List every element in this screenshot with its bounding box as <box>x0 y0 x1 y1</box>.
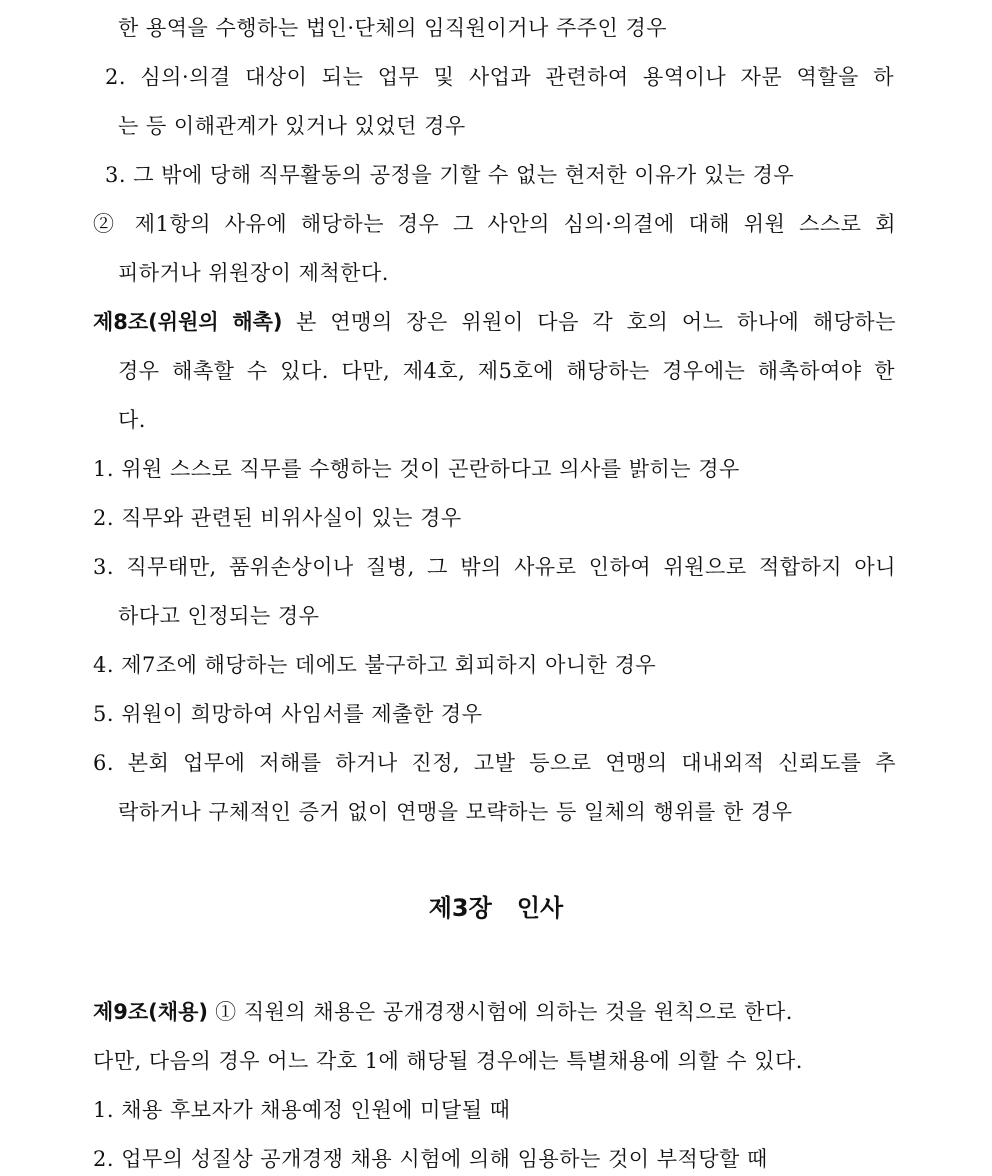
article8-item-6-line2: 락하거나 구체적인 증거 없이 연맹을 모략하는 등 일체의 행위를 한 경우 <box>118 800 793 824</box>
article9-item-1: 1. 채용 후보자가 채용예정 인원에 미달될 때 <box>93 1098 511 1122</box>
article8-item-6-line1: 6. 본회 업무에 저해를 하거나 진정, 고발 등으로 연맹의 대내외적 신뢰도를 추 <box>93 751 896 775</box>
article8-item-3-line1: 3. 직무태만, 품위손상이나 질병, 그 밖의 사유로 인하여 위원으로 적합하지 아니 <box>93 555 896 579</box>
article8-item-2: 2. 직무와 관련된 비위사실이 있는 경우 <box>93 506 462 530</box>
article7-para2-line2: 피하거나 위원장이 제척한다. <box>118 261 389 285</box>
chapter-title: 제3장 인사 <box>428 894 564 922</box>
article7-item1-continued: 한 용역을 수행하는 법인·단체의 임직원이거나 주주인 경우 <box>118 16 668 40</box>
article8-item-4: 4. 제7조에 해당하는 데에도 불구하고 회피하지 아니한 경우 <box>93 653 657 677</box>
article8-intro-line2: 경우 해촉할 수 있다. 다만, 제4호, 제5호에 해당하는 경우에는 해촉하여야 한 <box>118 359 895 383</box>
article8-intro-line1: 본 연맹의 장은 위원이 다음 각 호의 어느 하나에 해당하는 <box>296 310 896 334</box>
article7-item2-line2: 는 등 이해관계가 있거나 있었던 경우 <box>118 114 466 138</box>
article8-item-1: 1. 위원 스스로 직무를 수행하는 것이 곤란하다고 의사를 밝히는 경우 <box>93 457 740 481</box>
article9-para1-continued: 다만, 다음의 경우 어느 각호 1에 해당될 경우에는 특별채용에 의할 수 있다. <box>93 1049 803 1073</box>
article8-first-line <box>93 307 896 337</box>
article8-heading: 제8조(위원의 해촉) <box>93 310 283 334</box>
article8-item-5: 5. 위원이 희망하여 사임서를 제출한 경우 <box>93 702 483 726</box>
article9-heading: 제9조(채용) <box>93 1000 208 1024</box>
article7-item2-line1: 2. 심의·의결 대상이 되는 업무 및 사업과 관련하여 용역이나 자문 역할을 하 <box>105 65 894 89</box>
article7-item3: 3. 그 밖에 당해 직무활동의 공정을 기할 수 없는 현저한 이유가 있는 경우 <box>105 163 795 187</box>
article7-para2-line1: ② 제1항의 사유에 해당하는 경우 그 사안의 심의·의결에 대해 위원 스스로 회 <box>93 212 896 236</box>
article9-item-2: 2. 업무의 성질상 공개경쟁 채용 시험에 의해 임용하는 것이 부적당할 때 <box>93 1147 768 1171</box>
article8-item-3-line2: 하다고 인정되는 경우 <box>118 604 320 628</box>
article8-intro-line3: 다. <box>118 408 146 432</box>
article9-para1: ① 직원의 채용은 공개경쟁시험에 의하는 것을 원칙으로 한다. <box>215 1000 793 1024</box>
article9-first-line <box>93 997 793 1027</box>
